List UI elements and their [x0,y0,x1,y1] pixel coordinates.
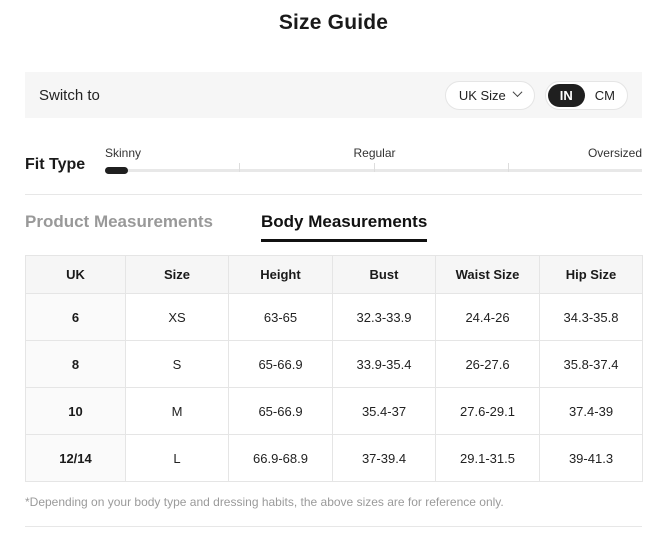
table-cell: 34.3-35.8 [540,294,643,341]
unit-option-cm[interactable]: CM [594,87,615,103]
table-cell: XS [126,294,229,341]
table-row [26,435,643,482]
track-tick [374,163,375,172]
section-divider [25,194,642,195]
track-tick [508,163,509,172]
table-row [26,294,643,341]
size-table [25,255,643,482]
table-cell: S [126,341,229,388]
col-header-size: Size [126,256,229,294]
size-standard-value: UK Size [458,87,506,103]
table-cell: 66.9-68.9 [229,435,333,482]
chevron-down-icon [512,87,522,97]
fit-type-section [25,146,642,175]
table-cell: 26-27.6 [436,341,540,388]
table-cell: 65-66.9 [229,388,333,435]
switch-controls [445,81,628,110]
table-cell: M [126,388,229,435]
tab-product-measurements[interactable]: Product Measurements [25,212,213,231]
switch-bar [25,72,642,118]
bottom-divider [25,526,642,527]
tab-body-measurements[interactable]: Body Measurements [261,212,427,242]
fit-type-slider[interactable] [105,146,642,175]
size-standard-dropdown[interactable] [445,81,535,110]
col-header-waist: Waist Size [436,256,540,294]
fit-option-skinny: Skinny [105,146,142,160]
table-cell: 63-65 [229,294,333,341]
table-row [26,341,643,388]
col-header-uk: UK [26,256,126,294]
table-cell: 37-39.4 [333,435,436,482]
table-cell: 35.8-37.4 [540,341,643,388]
table-cell: 65-66.9 [229,341,333,388]
table-cell: L [126,435,229,482]
fit-type-label: Fit Type [25,156,86,173]
table-cell: 33.9-35.4 [333,341,436,388]
fit-type-track [105,169,642,172]
table-cell: 29.1-31.5 [436,435,540,482]
table-cell: 27.6-29.1 [436,388,540,435]
table-header-row [26,256,643,294]
table-cell: 8 [26,341,126,388]
measurement-tabs [25,212,642,242]
table-cell: 32.3-33.9 [333,294,436,341]
col-header-bust: Bust [333,256,436,294]
unit-option-in[interactable]: IN [548,84,585,107]
fit-option-oversized: Oversized [587,146,642,160]
unit-toggle [545,81,628,110]
fit-type-indicator[interactable] [105,167,128,174]
fit-type-options [105,146,642,160]
table-cell: 6 [26,294,126,341]
table-cell: 39-41.3 [540,435,643,482]
table-cell: 10 [26,388,126,435]
col-header-height: Height [229,256,333,294]
reference-footnote: *Depending on your body type and dressing habits, the above sizes are for reference only. [25,495,504,509]
table-cell: 12/14 [26,435,126,482]
table-cell: 37.4-39 [540,388,643,435]
table-cell: 35.4-37 [333,388,436,435]
page-title: Size Guide [278,11,389,34]
track-tick [239,163,240,172]
fit-option-regular: Regular [353,146,396,160]
col-header-hip: Hip Size [540,256,643,294]
table-row [26,388,643,435]
switch-to-label: Switch to [39,86,100,104]
table-cell: 24.4-26 [436,294,540,341]
